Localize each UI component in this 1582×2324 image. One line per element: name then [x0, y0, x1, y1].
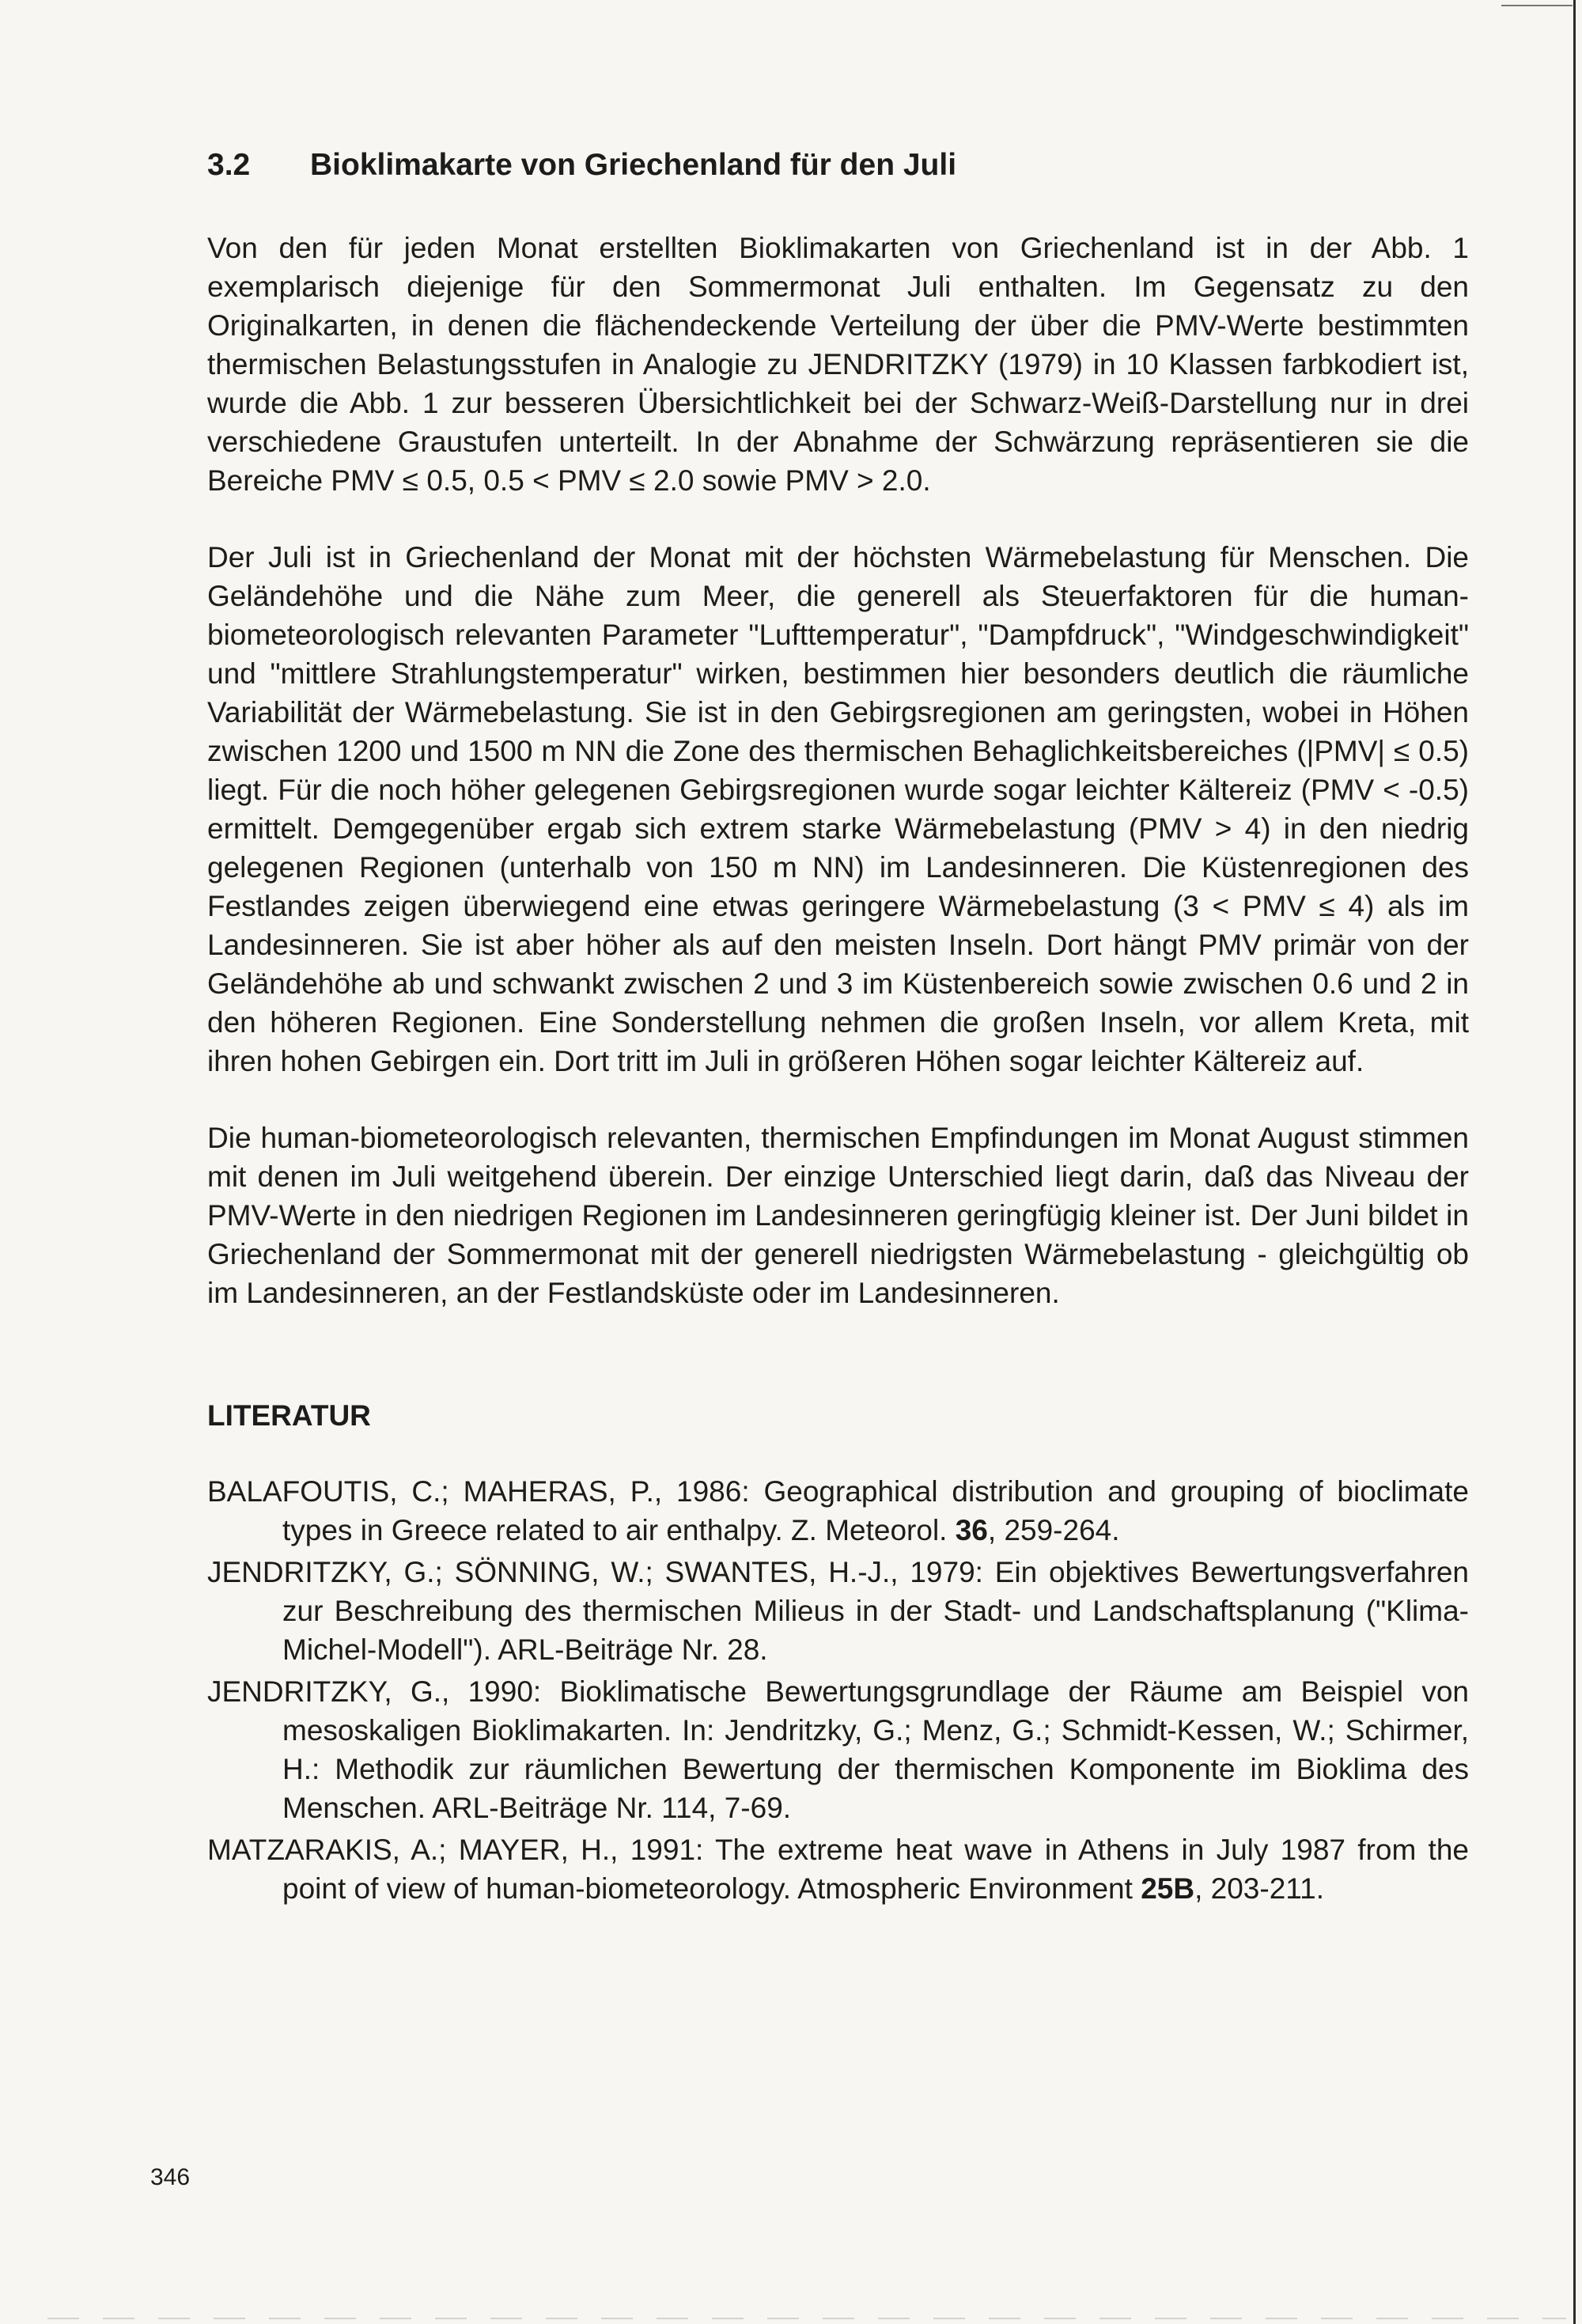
page-number: 346: [150, 2164, 191, 2190]
paragraph-2: Der Juli ist in Griechenland der Monat mit der höchsten Wärmebelastung für Menschen. Die Geländehöhe und die Nähe zum Meer, die generell als Steuerfaktoren für die human-biometeorologisch relevanten Parameter "Lufttemperatur", "Dampfdruck", "Windgeschwindigkeit" und "mittlere Strahlungstemperatur" wirken, bestimmen hier besonders deutlich die räumliche Variabilität der Wärmebelastung. Sie ist in den Gebirgsregionen am geringsten, wobei in Höhen zwischen 1200 und 1500 m NN die Zone des thermischen Behaglichkeitsbereiches (|PMV| ≤ 0.5) liegt. Für die noch höher gelegenen Gebirgsregionen wurde sogar leichter Kältereiz (PMV < -0.5) ermittelt. Demgegenüber ergab sich extrem starke Wärmebelastung (PMV > 4) in den niedrig gelegenen Regionen (unterhalb von 150 m NN) im Landesinneren. Die Küstenregionen des Festlandes zeigen überwiegend eine etwas geringere Wärmebelastung (3 < PMV ≤ 4) als im Landesinneren. Sie ist aber höher als auf den meisten Inseln. Dort hängt PMV primär von der Geländehöhe ab und schwankt zwischen 2 und 3 im Küstenbereich sowie zwischen 0.6 und 2 in den höheren Regionen. Eine Sonderstellung nehmen die großen Inseln, vor allem Kreta, mit ihren hohen Gebirgen ein. Dort tritt im Juli in größeren Höhen sogar leichter Kältereiz auf.: [207, 540, 1469, 1077]
scan-edge-line: [1573, 0, 1576, 2324]
reference-pages: , 203-211.: [1194, 1872, 1324, 1905]
page-content: [207, 147, 1469, 1911]
section-title: Bioklimakarte von Griechenland für den Juli: [310, 148, 957, 182]
section-heading: [207, 147, 1469, 184]
scan-bottom-noise: [47, 2318, 1566, 2319]
reference-volume: 36: [955, 1513, 988, 1546]
reference-balafoutis: [207, 1472, 1469, 1550]
scan-top-rule: [1501, 5, 1573, 6]
literature-heading: LITERATUR: [207, 1399, 371, 1432]
reference-text: BALAFOUTIS, C.; MAHERAS, P., 1986: Geographical distribution and grouping of bioclimate types in Greece related to air enthalpy. Z. Meteorol.: [207, 1474, 1469, 1546]
reference-jendritzky-1979: [207, 1553, 1469, 1669]
section-number: 3.2: [207, 148, 251, 182]
paragraph-1: Von den für jeden Monat erstellten Bioklimakarten von Griechenland ist in der Abb. 1 exemplarisch diejenige für den Sommermonat Juli enthalten. Im Gegensatz zu den Originalkarten, in denen die flächendeckende Verteilung der über die PMV-Werte bestimmten thermischen Belastungsstufen in Analogie zu JENDRITZKY (1979) in 10 Klassen farbkodiert ist, wurde die Abb. 1 zur besseren Übersichtlichkeit bei der Schwarz-Weiß-Darstellung nur in drei verschiedene Graustufen unterteilt. In der Abnahme der Schwärzung repräsentieren sie die Bereiche PMV ≤ 0.5, 0.5 < PMV ≤ 2.0 sowie PMV > 2.0.: [207, 231, 1469, 497]
reference-text: JENDRITZKY, G.; SÖNNING, W.; SWANTES, H.-J., 1979: Ein objektives Bewertungsverfahren zur Beschreibung des thermischen Milieus in der Stadt- und Landschaftsplanung ("Klima-Michel-Modell"). ARL-Beiträge Nr. 28.: [207, 1555, 1469, 1666]
reference-text: JENDRITZKY, G., 1990: Bioklimatische Bewertungsgrundlage der Räume am Beispiel von mesoskaligen Bioklimakarten. In: Jendritzky, G.; Menz, G.; Schmidt-Kessen, W.; Schirmer, H.: Methodik zur räumlichen Bewertung der thermischen Komponente im Bioklima des Menschen. ARL-Beiträge Nr. 114, 7-69.: [207, 1675, 1469, 1824]
reference-jendritzky-1990: [207, 1672, 1469, 1827]
reference-volume: 25B: [1141, 1872, 1195, 1905]
paragraph-3: Die human-biometeorologisch relevanten, thermischen Empfindungen im Monat August stimmen mit denen im Juli weitgehend überein. Der einzige Unterschied liegt darin, daß das Niveau der PMV-Werte in den niedrigen Regionen im Landesinneren geringfügig kleiner ist. Der Juni bildet in Griechenland der Sommermonat mit der generell niedrigsten Wärmebelastung - gleichgültig ob im Landesinneren, an der Festlandsküste oder im Landesinneren.: [207, 1121, 1469, 1309]
reference-pages: , 259-264.: [987, 1513, 1120, 1546]
reference-matzarakis: [207, 1830, 1469, 1908]
reference-text: MATZARAKIS, A.; MAYER, H., 1991: The extreme heat wave in Athens in July 1987 from the point of view of human-biometeorology. Atmospheric Environment: [207, 1833, 1469, 1905]
